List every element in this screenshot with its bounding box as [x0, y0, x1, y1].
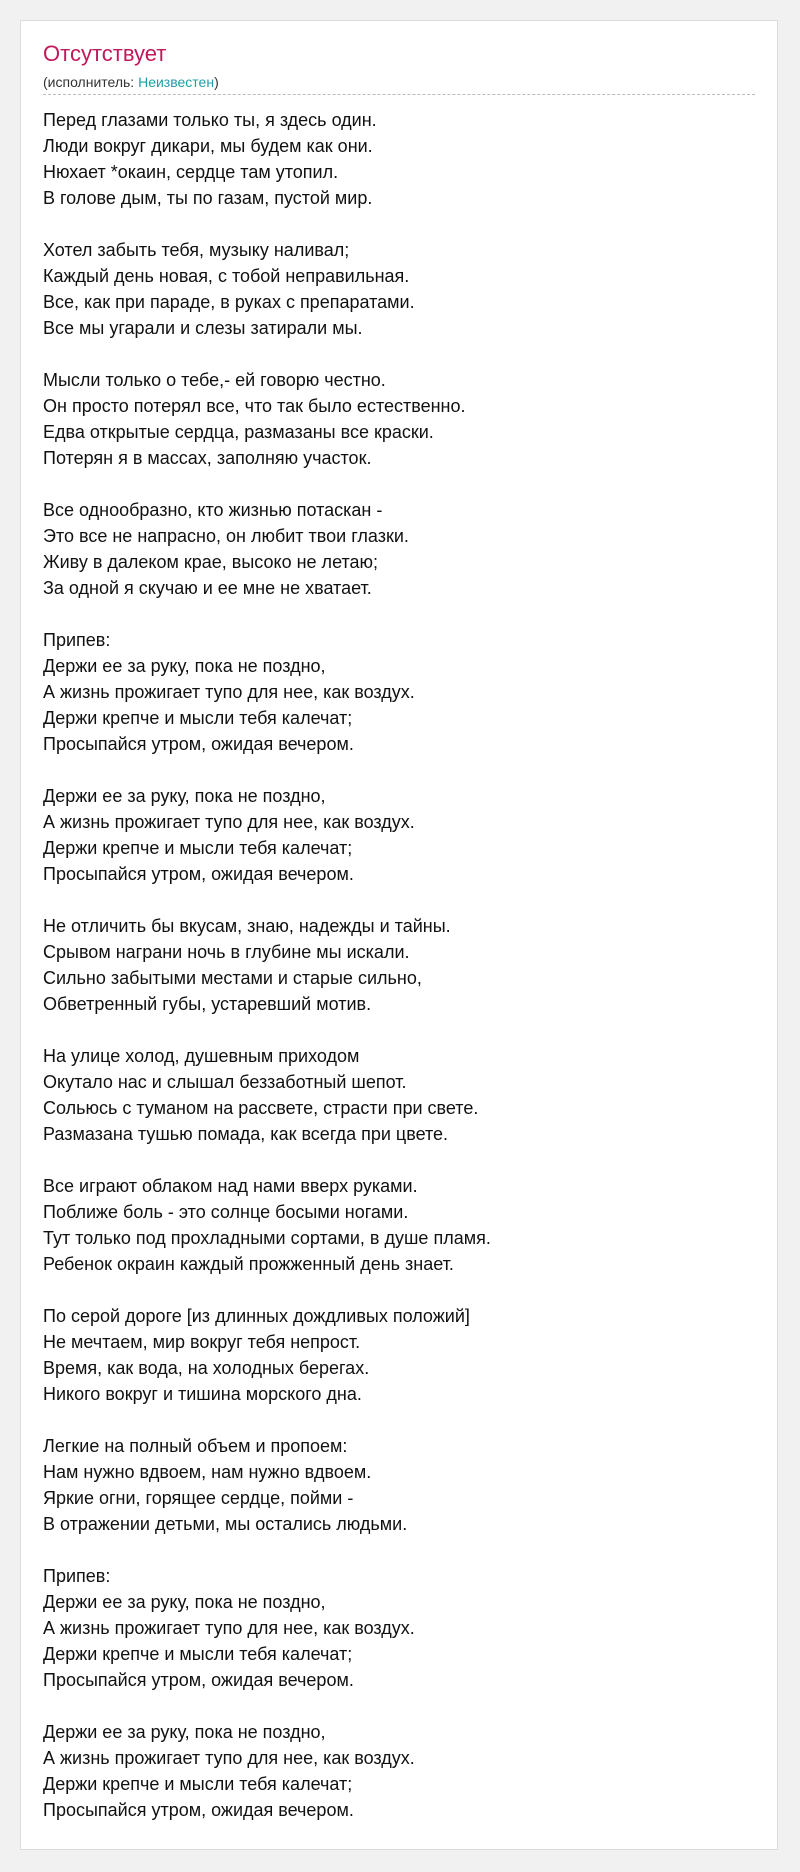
artist-prefix: (исполнитель:	[43, 74, 139, 90]
lyrics-stanza	[43, 107, 743, 211]
lyrics-line: За одной я скучаю и ее мне не хватает.	[43, 578, 372, 598]
lyrics-line: Просыпайся утром, ожидая вечером.	[43, 1670, 354, 1690]
lyrics-line: Просыпайся утром, ожидая вечером.	[43, 864, 354, 884]
lyrics-line: Держи ее за руку, пока не поздно,	[43, 1722, 326, 1742]
lyrics-line: Срывом награни ночь в глубине мы искали.	[43, 942, 410, 962]
lyrics-line: Люди вокруг дикари, мы будем как они.	[43, 136, 373, 156]
lyrics-line: Не мечтаем, мир вокруг тебя непрост.	[43, 1332, 361, 1352]
lyrics-line: Все мы угарали и слезы затирали мы.	[43, 318, 363, 338]
lyrics-line: Все, как при параде, в руках с препаратами.	[43, 292, 415, 312]
lyrics-line: Размазана тушью помада, как всегда при цвете.	[43, 1124, 449, 1144]
lyrics-line: По серой дороге [из длинных дождливых положий]	[43, 1306, 470, 1326]
lyrics-line: Нам нужно вдвоем, нам нужно вдвоем.	[43, 1462, 372, 1482]
lyrics-line: А жизнь прожигает тупо для нее, как воздух.	[43, 812, 415, 832]
lyrics-line: В голове дым, ты по газам, пустой мир.	[43, 188, 373, 208]
lyrics-line: Держи крепче и мысли тебя калечат;	[43, 708, 353, 728]
lyrics-line: Не отличить бы вкусам, знаю, надежды и тайны.	[43, 916, 451, 936]
lyrics-line: Просыпайся утром, ожидая вечером.	[43, 734, 354, 754]
lyrics-stanza	[43, 1433, 743, 1537]
lyrics-stanza	[43, 627, 743, 757]
lyrics-line: Тут только под прохладными сортами, в душе пламя.	[43, 1228, 491, 1248]
lyrics-line: Хотел забыть тебя, музыку наливал;	[43, 240, 350, 260]
lyrics-line: А жизнь прожигает тупо для нее, как воздух.	[43, 682, 415, 702]
lyrics-line: А жизнь прожигает тупо для нее, как воздух.	[43, 1618, 415, 1638]
lyrics-line: Обветренный губы, устаревший мотив.	[43, 994, 372, 1014]
lyrics-line: Припев:	[43, 630, 111, 650]
lyrics-line: Припев:	[43, 1566, 111, 1586]
lyrics-line: Живу в далеком крае, высоко не летаю;	[43, 552, 379, 572]
lyrics-stanza	[43, 1173, 743, 1277]
lyrics-stanza	[43, 913, 743, 1017]
lyrics-line: Все однообразно, кто жизнью потаскан -	[43, 500, 383, 520]
lyrics-stanza	[43, 1043, 743, 1147]
lyrics-line: Держи ее за руку, пока не поздно,	[43, 786, 326, 806]
lyrics-line: Все играют облаком над нами вверх руками.	[43, 1176, 418, 1196]
lyrics-stanza	[43, 783, 743, 887]
lyrics-line: Перед глазами только ты, я здесь один.	[43, 110, 377, 130]
lyrics-line: Поближе боль - это солнце босыми ногами.	[43, 1202, 409, 1222]
lyrics-line: Держи ее за руку, пока не поздно,	[43, 1592, 326, 1612]
artist-suffix: )	[214, 74, 219, 90]
song-title: Отсутствует	[43, 41, 167, 66]
lyrics-line: Время, как вода, на холодных берегах.	[43, 1358, 370, 1378]
lyrics-line: Просыпайся утром, ожидая вечером.	[43, 1800, 354, 1820]
lyrics-card	[20, 20, 778, 1850]
lyrics-line: На улице холод, душевным приходом	[43, 1046, 360, 1066]
lyrics-line: Потерян я в массах, заполняю участок.	[43, 448, 372, 468]
lyrics-line: Окутало нас и слышал беззаботный шепот.	[43, 1072, 407, 1092]
lyrics-text	[43, 107, 743, 1849]
lyrics-line: Мысли только о тебе,- ей говорю честно.	[43, 370, 386, 390]
lyrics-line: Каждый день новая, с тобой неправильная.	[43, 266, 410, 286]
lyrics-line: Едва открытые сердца, размазаны все краски.	[43, 422, 434, 442]
lyrics-line: Сольюсь с туманом на рассвете, страсти при свете.	[43, 1098, 479, 1118]
header-divider	[43, 94, 755, 95]
lyrics-line: Никого вокруг и тишина морского дна.	[43, 1384, 362, 1404]
lyrics-line: Он просто потерял все, что так было естественно.	[43, 396, 466, 416]
lyrics-stanza	[43, 367, 743, 471]
artist-link[interactable]: Неизвестен	[138, 74, 215, 90]
lyrics-stanza	[43, 1563, 743, 1693]
lyrics-line: Держи крепче и мысли тебя калечат;	[43, 1774, 353, 1794]
lyrics-line: Держи крепче и мысли тебя калечат;	[43, 1644, 353, 1664]
lyrics-stanza	[43, 497, 743, 601]
lyrics-stanza	[43, 1303, 743, 1407]
lyrics-line: Это все не напрасно, он любит твои глазки.	[43, 526, 409, 546]
lyrics-line: Легкие на полный объем и пропоем:	[43, 1436, 348, 1456]
lyrics-stanza	[43, 237, 743, 341]
lyrics-line: Нюхает *окаин, сердце там утопил.	[43, 162, 339, 182]
lyrics-line: А жизнь прожигает тупо для нее, как воздух.	[43, 1748, 415, 1768]
lyrics-line: В отражении детьми, мы остались людьми.	[43, 1514, 408, 1534]
lyrics-line: Держи крепче и мысли тебя калечат;	[43, 838, 353, 858]
lyrics-stanza	[43, 1719, 743, 1823]
lyrics-line: Ребенок окраин каждый прожженный день знает.	[43, 1254, 454, 1274]
lyrics-line: Сильно забытыми местами и старые сильно,	[43, 968, 422, 988]
lyrics-line: Держи ее за руку, пока не поздно,	[43, 656, 326, 676]
lyrics-line: Яркие огни, горящее сердце, пойми -	[43, 1488, 354, 1508]
artist-line	[43, 73, 219, 91]
